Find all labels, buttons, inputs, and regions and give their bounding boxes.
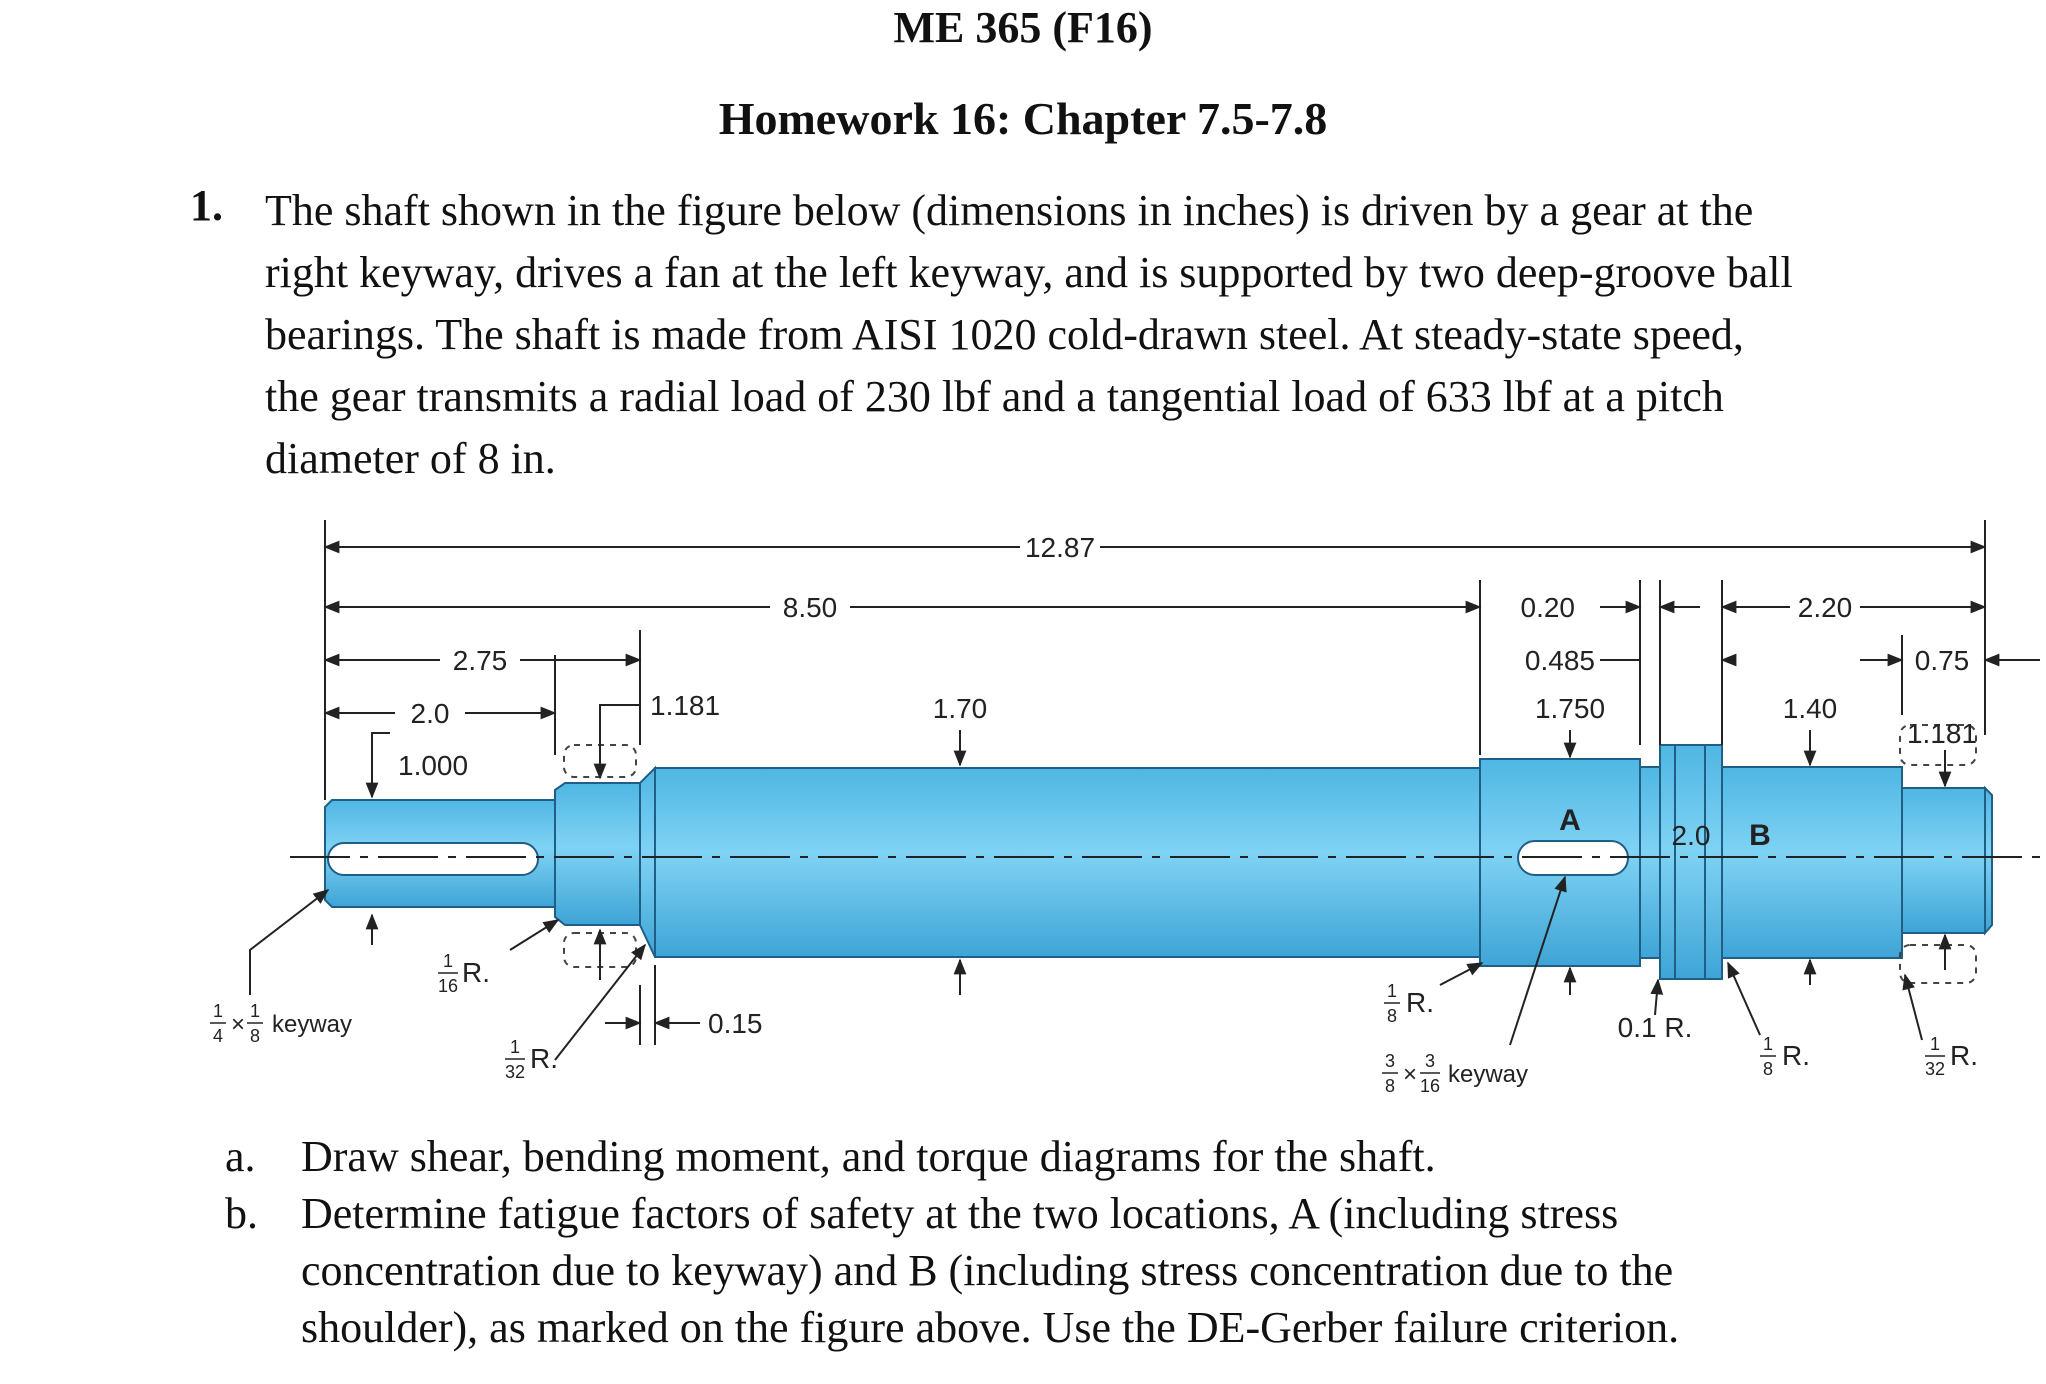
radius-1-8-right-label <box>1760 1034 1810 1079</box>
subparts-list <box>225 1128 1679 1356</box>
dim-170: 1.70 <box>932 693 988 724</box>
course-title: ME 365 (F16) <box>893 3 1153 52</box>
shaft-figure <box>200 505 1978 1115</box>
svg-text:1: 1 <box>1762 1034 1774 1054</box>
svg-text:keyway: keyway <box>1448 1061 1529 1088</box>
svg-text:16: 16 <box>437 976 459 996</box>
bearing-right-bottom <box>1900 945 1976 983</box>
problem-statement <box>265 180 1985 490</box>
svg-text:1: 1 <box>442 951 454 971</box>
subpart-b <box>225 1185 1679 1242</box>
problem-line: The shaft shown in the figure below (dimensions in inches) is driven by a gear at the <box>265 186 1754 235</box>
problem-line: the gear transmits a radial load of 230 lbf and a tangential load of 633 lbf at a pitch <box>265 372 1724 421</box>
right-keyway-label <box>1382 1051 1528 1096</box>
subpart-text: Determine fatigue factors of safety at the two locations, A (including stress <box>301 1189 1619 1238</box>
shaft-body <box>325 745 1992 979</box>
dim-075: 0.75 <box>1914 645 1970 676</box>
dim-850: 8.50 <box>782 592 838 623</box>
svg-text:1: 1 <box>249 1001 261 1021</box>
svg-text:8: 8 <box>1762 1059 1774 1079</box>
problem-line: diameter of 8 in. <box>265 434 556 483</box>
problem-line: right keyway, drives a fan at the left keyway, and is supported by two deep-groove ball <box>265 248 1793 297</box>
svg-text:1: 1 <box>509 1037 521 1057</box>
problem-line: bearings. The shaft is made from AISI 1020 cold-drawn steel. At steady-state speed, <box>265 310 1744 359</box>
problem-number: 1. <box>190 181 223 230</box>
subpart-b-continued <box>225 1242 1679 1299</box>
svg-text:R.: R. <box>530 1043 558 1074</box>
dim-1181-left: 1.181 <box>650 690 721 721</box>
subpart-text: shoulder), as marked on the figure above. Use the DE-Gerber failure criterion. <box>301 1303 1680 1352</box>
svg-text:3: 3 <box>1384 1051 1396 1071</box>
subpart-text: Draw shear, bending moment, and torque diagrams for the shaft. <box>301 1132 1436 1181</box>
svg-text:16: 16 <box>1419 1076 1441 1096</box>
dim-20: 2.0 <box>410 698 450 729</box>
radius-1-32-left-label <box>505 1037 558 1082</box>
svg-text:4: 4 <box>212 1026 224 1046</box>
radius-1-8-mid-label <box>1384 981 1434 1026</box>
radius-1-32-right-label <box>1925 1034 1978 1079</box>
dim-r01: 0.1 R. <box>1617 1012 1693 1043</box>
svg-text:32: 32 <box>1924 1059 1946 1079</box>
svg-text:R.: R. <box>462 957 490 988</box>
left-keyway-label <box>210 1001 352 1046</box>
svg-text:R.: R. <box>1782 1040 1810 1071</box>
dim-140: 1.40 <box>1782 693 1838 724</box>
svg-text:1: 1 <box>1929 1034 1941 1054</box>
svg-text:R.: R. <box>1950 1040 1978 1071</box>
svg-text:×: × <box>1403 1061 1418 1088</box>
dim-220: 2.20 <box>1797 592 1853 623</box>
svg-text:8: 8 <box>249 1026 261 1046</box>
location-b-label: B <box>1749 819 1771 852</box>
svg-text:8: 8 <box>1384 1076 1396 1096</box>
dim-275: 2.75 <box>452 645 508 676</box>
homework-title: Homework 16: Chapter 7.5-7.8 <box>718 93 1328 144</box>
subpart-a <box>225 1128 1679 1185</box>
svg-text:×: × <box>231 1011 246 1038</box>
dim-020: 0.20 <box>1520 592 1575 623</box>
radius-1-16-label <box>438 951 490 996</box>
left-keyway-slot <box>328 843 538 875</box>
dim-0485: 0.485 <box>1524 645 1595 676</box>
svg-text:keyway: keyway <box>272 1011 353 1038</box>
svg-text:32: 32 <box>504 1062 526 1082</box>
dim-total: 12.87 <box>1024 532 1096 563</box>
dim-1181-right: 1.181 <box>1906 718 1978 749</box>
subpart-label: a. <box>225 1132 256 1181</box>
dim-015: 0.15 <box>708 1008 763 1039</box>
subpart-b-continued <box>225 1299 1679 1356</box>
dim-collar: 2.0 <box>1671 820 1711 851</box>
svg-text:8: 8 <box>1386 1006 1398 1026</box>
location-a-label: A <box>1559 804 1581 837</box>
dim-1000: 1.000 <box>398 750 469 781</box>
subpart-label: b. <box>225 1189 258 1238</box>
svg-text:1: 1 <box>1386 981 1398 1001</box>
subpart-text: concentration due to keyway) and B (including stress concentration due to the <box>301 1246 1674 1295</box>
svg-text:1: 1 <box>212 1001 224 1021</box>
svg-text:3: 3 <box>1424 1051 1436 1071</box>
dim-1750: 1.750 <box>1534 693 1606 724</box>
svg-text:R.: R. <box>1406 987 1434 1018</box>
